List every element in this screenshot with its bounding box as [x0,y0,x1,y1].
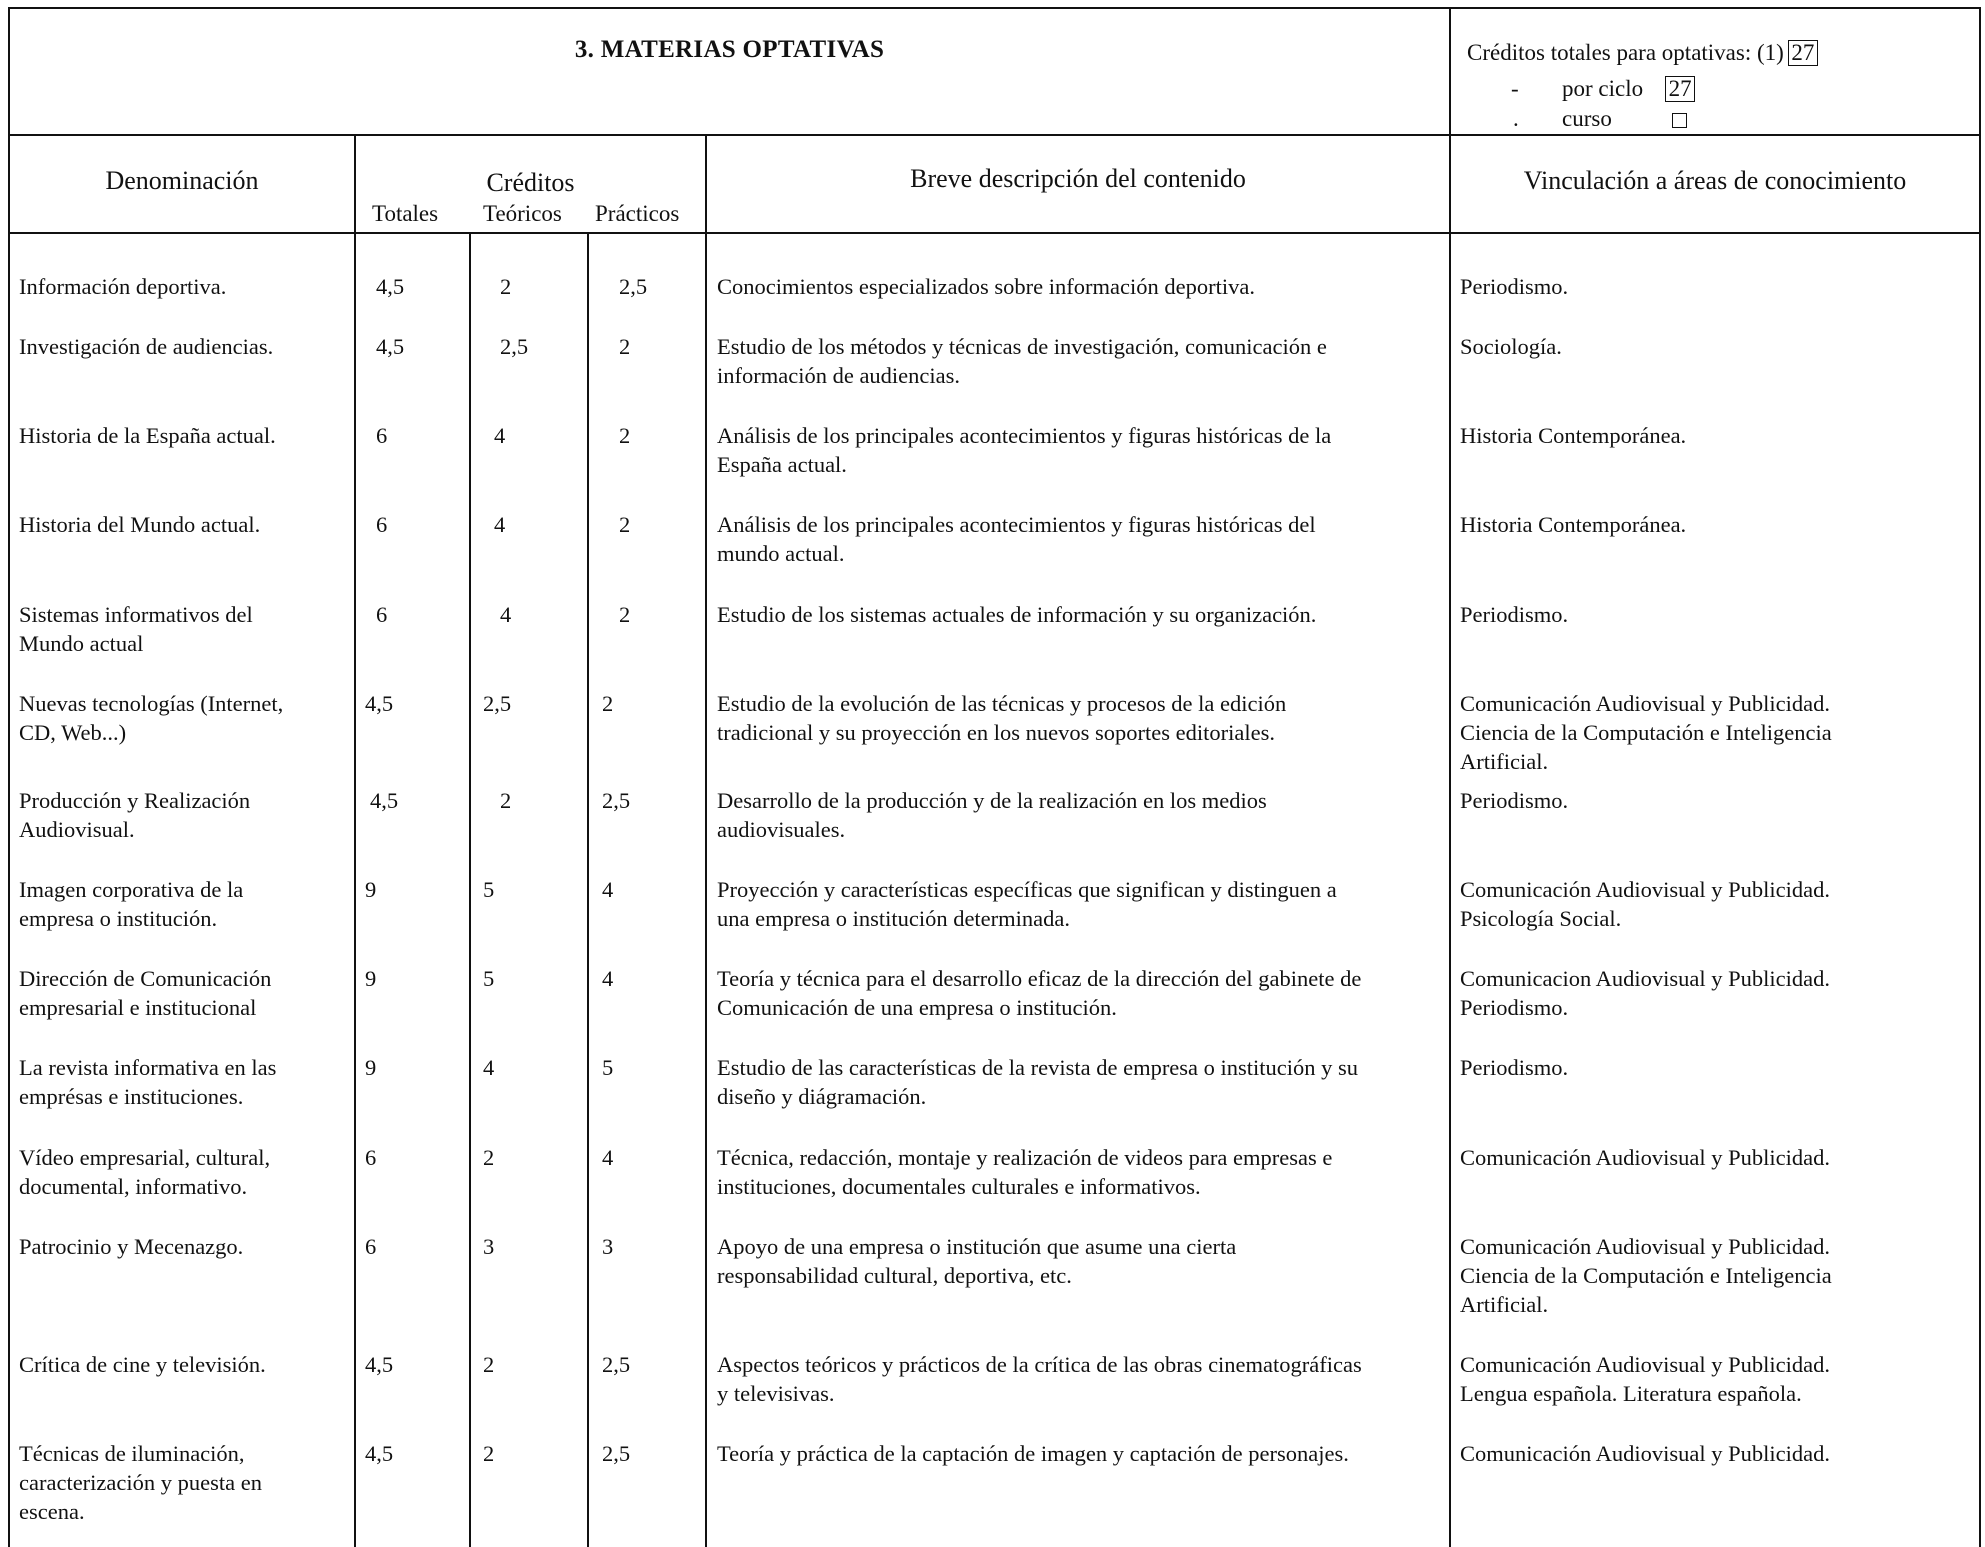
row-descripcion: Conocimientos especializados sobre información deportiva. [717,274,1255,299]
row-descripcion: Proyección y características específicas que significan y distinguen a [717,877,1337,902]
row-area-conocimiento: Comunicación Audiovisual y Publicidad. [1460,1234,1830,1259]
header-separator [8,232,1981,234]
row-area-conocimiento: Psicología Social. [1460,906,1622,931]
row-creditos-totales: 4,5 [370,788,399,813]
row-denominacion: Historia del Mundo actual. [19,512,261,537]
row-descripcion: y televisivas. [717,1381,835,1406]
credits-total-label: Créditos totales para optativas: (1) [1467,40,1784,65]
left-border [8,7,10,1547]
row-creditos-teoricos: 4 [483,1055,495,1080]
row-area-conocimiento: Periodismo. [1460,788,1569,813]
row-denominacion: CD, Web...) [19,720,127,745]
row-creditos-practicos: 2 [619,512,631,537]
row-creditos-totales: 9 [365,1055,377,1080]
ciclo-label: por ciclo [1562,76,1644,101]
curso-checkbox [1672,113,1687,128]
row-descripcion: España actual. [717,452,847,477]
row-creditos-totales: 4,5 [365,1441,394,1466]
row-creditos-totales: 9 [365,877,377,902]
header-creditos: Créditos [486,168,575,197]
row-denominacion: Mundo actual [19,631,144,656]
row-denominacion: Patrocinio y Mecenazgo. [19,1234,244,1259]
row-descripcion: diseño y diágramación. [717,1084,927,1109]
row-descripcion: instituciones, documentales culturales e informativos. [717,1174,1201,1199]
row-descripcion: Estudio de los métodos y técnicas de investigación, comunicación e [717,334,1327,359]
row-creditos-practicos: 2 [619,334,631,359]
row-denominacion: Dirección de Comunicación [19,966,272,991]
row-creditos-practicos: 2,5 [602,1352,631,1377]
header-totales: Totales [372,201,439,226]
row-creditos-teoricos: 4 [494,423,506,448]
row-denominacion: Producción y Realización [19,788,251,813]
row-area-conocimiento: Lengua española. Literatura española. [1460,1381,1802,1406]
creditos-divider [705,134,707,1547]
row-denominacion: Investigación de audiencias. [19,334,274,359]
row-denominacion: empresarial e institucional [19,995,257,1020]
row-descripcion: mundo actual. [717,541,845,566]
row-area-conocimiento: Comunicación Audiovisual y Publicidad. [1460,1145,1830,1170]
row-denominacion: Información deportiva. [19,274,227,299]
right-border [1979,7,1981,1547]
row-denominacion: Historia de la España actual. [19,423,276,448]
row-denominacion: Audiovisual. [19,817,135,842]
row-creditos-totales: 6 [376,512,388,537]
row-denominacion: La revista informativa en las [19,1055,277,1080]
row-creditos-totales: 4,5 [365,1352,394,1377]
row-creditos-totales: 9 [365,966,377,991]
curso-marker: . [1513,106,1519,131]
row-descripcion: Análisis de los principales acontecimientos y figuras históricas de la [717,423,1332,448]
row-descripcion: información de audiencias. [717,363,961,388]
title-divider [1449,7,1451,1547]
row-creditos-teoricos: 5 [483,877,495,902]
row-creditos-practicos: 2,5 [619,274,648,299]
header-descripcion: Breve descripción del contenido [910,164,1246,193]
row-descripcion: una empresa o institución determinada. [717,906,1071,931]
row-area-conocimiento: Periodismo. [1460,274,1569,299]
row-descripcion: audiovisuales. [717,817,846,842]
row-creditos-teoricos: 2,5 [483,691,512,716]
row-creditos-totales: 6 [376,423,388,448]
totales-divider [469,234,471,1547]
denominacion-divider [354,134,356,1547]
row-denominacion: documental, informativo. [19,1174,248,1199]
row-creditos-practicos: 3 [602,1234,614,1259]
row-area-conocimiento: Historia Contemporánea. [1460,423,1687,448]
row-creditos-practicos: 2 [619,423,631,448]
row-descripcion: Aspectos teóricos y prácticos de la crítica de las obras cinematográficas [717,1352,1362,1377]
row-creditos-totales: 6 [365,1234,377,1259]
row-creditos-teoricos: 2 [500,788,512,813]
header-practicos: Prácticos [595,201,680,226]
teoricos-divider [587,234,589,1547]
row-denominacion: Imagen corporativa de la [19,877,244,902]
title-separator [8,134,1981,136]
row-creditos-practicos: 5 [602,1055,614,1080]
row-creditos-practicos: 2,5 [602,788,631,813]
row-creditos-practicos: 2 [602,691,614,716]
row-creditos-teoricos: 2,5 [500,334,529,359]
row-area-conocimiento: Ciencia de la Computación e Inteligencia [1460,720,1832,745]
row-area-conocimiento: Sociología. [1460,334,1562,359]
row-denominacion: Crítica de cine y televisión. [19,1352,266,1377]
header-vinculacion: Vinculación a áreas de conocimiento [1523,166,1907,195]
row-creditos-practicos: 4 [602,966,614,991]
row-descripcion: Análisis de los principales acontecimientos y figuras históricas del [717,512,1316,537]
row-descripcion: Comunicación de una empresa o institución. [717,995,1117,1020]
row-descripcion: Estudio de las características de la revista de empresa o institución y su [717,1055,1359,1080]
row-creditos-practicos: 2 [619,602,631,627]
row-descripcion: Estudio de la evolución de las técnicas y procesos de la edición [717,691,1287,716]
row-creditos-teoricos: 4 [500,602,512,627]
row-descripcion: Teoría y técnica para el desarrollo eficaz de la dirección del gabinete de [717,966,1362,991]
row-area-conocimiento: Comunicacion Audiovisual y Publicidad. [1460,966,1830,991]
row-creditos-totales: 4,5 [376,334,405,359]
row-area-conocimiento: Historia Contemporánea. [1460,512,1687,537]
row-denominacion: Nuevas tecnologías (Internet, [19,691,284,716]
credits-total-box: 27 [1788,40,1818,66]
curso-label: curso [1562,106,1612,131]
row-creditos-totales: 6 [376,602,388,627]
row-denominacion: Técnicas de iluminación, [19,1441,245,1466]
row-descripcion: Estudio de los sistemas actuales de información y su organización. [717,602,1317,627]
row-denominacion: empresa o institución. [19,906,218,931]
row-area-conocimiento: Comunicación Audiovisual y Publicidad. [1460,1441,1830,1466]
row-area-conocimiento: Artificial. [1460,1292,1549,1317]
row-descripcion: tradicional y su proyección en los nuevos soportes editoriales. [717,720,1275,745]
row-creditos-teoricos: 2 [483,1441,495,1466]
row-area-conocimiento: Comunicación Audiovisual y Publicidad. [1460,691,1830,716]
row-denominacion: escena. [19,1499,85,1524]
row-creditos-practicos: 4 [602,877,614,902]
row-area-conocimiento: Ciencia de la Computación e Inteligencia [1460,1263,1832,1288]
row-denominacion: Vídeo empresarial, cultural, [19,1145,271,1170]
row-area-conocimiento: Comunicación Audiovisual y Publicidad. [1460,1352,1830,1377]
row-creditos-teoricos: 2 [500,274,512,299]
header-denominacion: Denominación [105,166,259,195]
row-descripcion: Teoría y práctica de la captación de imagen y captación de personajes. [717,1441,1349,1466]
row-creditos-teoricos: 2 [483,1145,495,1170]
row-denominacion: Sistemas informativos del [19,602,253,627]
row-area-conocimiento: Artificial. [1460,749,1549,774]
row-area-conocimiento: Periodismo. [1460,602,1569,627]
row-area-conocimiento: Periodismo. [1460,995,1569,1020]
header-teoricos: Teóricos [483,201,562,226]
row-creditos-teoricos: 4 [494,512,506,537]
row-denominacion: emprésas e instituciones. [19,1084,244,1109]
row-area-conocimiento: Periodismo. [1460,1055,1569,1080]
top-border [8,7,1981,9]
ciclo-marker: - [1511,76,1519,101]
row-creditos-totales: 4,5 [365,691,394,716]
credits-summary [1467,38,1818,131]
page-title: 3. MATERIAS OPTATIVAS [574,36,885,63]
row-creditos-teoricos: 3 [483,1234,495,1259]
row-creditos-totales: 4,5 [376,274,405,299]
row-descripcion: Desarrollo de la producción y de la realización en los medios [717,788,1267,813]
row-creditos-teoricos: 2 [483,1352,495,1377]
row-creditos-totales: 6 [365,1145,377,1170]
row-creditos-practicos: 2,5 [602,1441,631,1466]
ciclo-value-box: 27 [1665,76,1695,102]
row-creditos-practicos: 4 [602,1145,614,1170]
row-denominacion: caracterización y puesta en [19,1470,262,1495]
row-descripcion: Técnica, redacción, montaje y realización de videos para empresas e [717,1145,1333,1170]
row-area-conocimiento: Comunicación Audiovisual y Publicidad. [1460,877,1830,902]
row-creditos-teoricos: 5 [483,966,495,991]
row-descripcion: responsabilidad cultural, deportiva, etc. [717,1263,1072,1288]
row-descripcion: Apoyo de una empresa o institución que asume una cierta [717,1234,1237,1259]
